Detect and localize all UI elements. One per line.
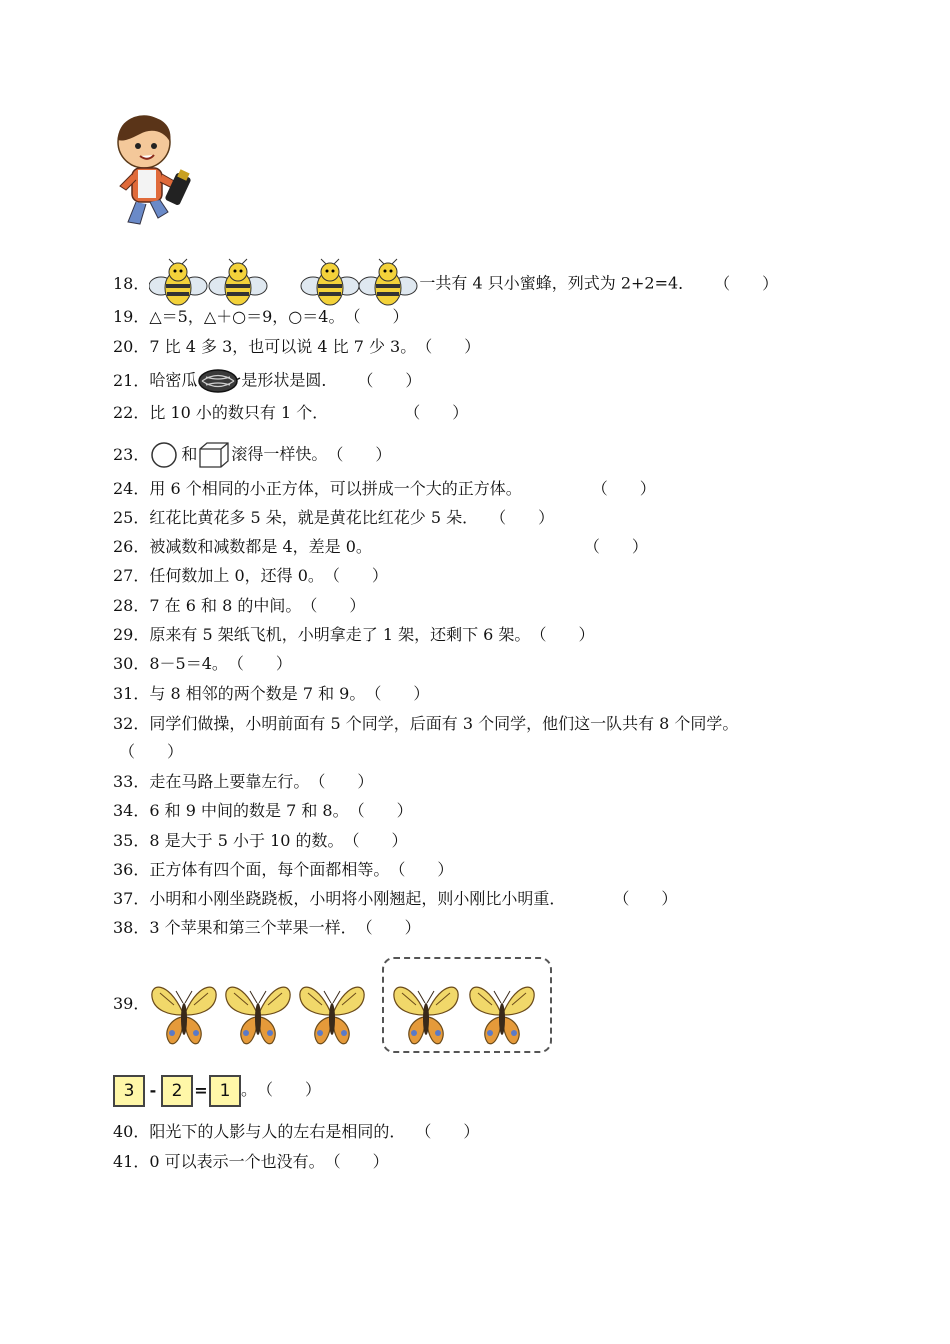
question-number: 31． bbox=[113, 684, 150, 703]
question-number: 36． bbox=[113, 860, 150, 879]
question-32-blank-line bbox=[119, 742, 183, 762]
question-26 bbox=[113, 537, 648, 557]
question-text: 被减数和减数都是 4，差是 0。 bbox=[149, 537, 372, 556]
question-25 bbox=[113, 508, 554, 528]
answer-blank[interactable]: （ ） bbox=[416, 337, 481, 356]
question-number: 18． bbox=[113, 273, 150, 293]
question-34 bbox=[113, 801, 413, 821]
answer-blank[interactable]: （ ） bbox=[365, 684, 430, 703]
answer-blank[interactable]: （ ） bbox=[490, 508, 555, 527]
question-19 bbox=[113, 307, 408, 327]
bee-icon bbox=[359, 259, 417, 305]
question-27 bbox=[113, 566, 388, 586]
question-text: 3 个苹果和第三个苹果一样． bbox=[149, 918, 357, 937]
sphere-icon bbox=[149, 441, 181, 469]
question-text: 7 在 6 和 8 的中间。 bbox=[149, 596, 302, 615]
question-41 bbox=[113, 1152, 389, 1172]
question-number: 24． bbox=[113, 479, 150, 498]
butterfly-icon bbox=[300, 987, 364, 1044]
answer-blank[interactable]: （ ） bbox=[257, 1080, 322, 1099]
question-text: 6 和 9 中间的数是 7 和 8。 bbox=[149, 801, 349, 820]
cube-icon bbox=[197, 440, 231, 470]
question-number: 26． bbox=[113, 537, 150, 556]
answer-blank[interactable]: （ ） bbox=[309, 772, 374, 791]
question-35 bbox=[113, 831, 408, 851]
question-text: 原来有 5 架纸飞机，小明拿走了 1 架，还剩下 6 架。 bbox=[149, 625, 531, 644]
question-number: 40． bbox=[113, 1122, 150, 1141]
question-22 bbox=[113, 403, 468, 423]
question-text: 一共有 4 只小蜜蜂，列式为 2+2=4． bbox=[419, 273, 695, 293]
butterfly-icon bbox=[470, 987, 534, 1044]
answer-blank[interactable]: （ ） bbox=[613, 889, 678, 908]
question-number: 38． bbox=[113, 918, 150, 937]
question-36 bbox=[113, 860, 453, 880]
question-28 bbox=[113, 596, 365, 616]
question-text: 同学们做操，小明前面有 5 个同学，后面有 3 个同学，他们这一队共有 8 个同学。 bbox=[149, 714, 739, 733]
question-33 bbox=[113, 772, 373, 792]
question-text: 任何数加上 0，还得 0。 bbox=[149, 566, 324, 585]
question-21 bbox=[113, 368, 421, 394]
question-text: 与 8 相邻的两个数是 7 和 9。 bbox=[149, 684, 366, 703]
question-39 bbox=[113, 994, 149, 1014]
question-text: 用 6 个相同的小正方体，可以拼成一个大的正方体。 bbox=[149, 479, 522, 498]
question-number: 33． bbox=[113, 772, 150, 791]
bee-icon bbox=[301, 259, 359, 305]
bee-icon bbox=[149, 259, 207, 305]
question-number: 30． bbox=[113, 654, 150, 673]
answer-blank[interactable]: （ ） bbox=[583, 537, 648, 556]
question-number: 28． bbox=[113, 596, 150, 615]
answer-blank[interactable]: （ ） bbox=[404, 403, 469, 422]
question-number: 32． bbox=[113, 714, 150, 733]
answer-blank[interactable]: （ ） bbox=[343, 831, 408, 850]
question-number: 23． bbox=[113, 444, 150, 464]
question-number: 25． bbox=[113, 508, 150, 527]
equation-tail: 。 bbox=[241, 1080, 258, 1099]
answer-blank[interactable]: （ ） bbox=[324, 1152, 389, 1171]
question-text: 8 是大于 5 小于 10 的数。 bbox=[149, 831, 344, 850]
equals-sign: = bbox=[194, 1080, 208, 1100]
bee-icon bbox=[209, 259, 267, 305]
question-number: 22． bbox=[113, 403, 150, 422]
answer-blank[interactable]: （ ） bbox=[227, 654, 292, 673]
question-37 bbox=[113, 889, 677, 909]
answer-blank[interactable]: （ ） bbox=[591, 479, 656, 498]
melon-icon bbox=[197, 368, 241, 394]
question-number: 34． bbox=[113, 801, 150, 820]
question-number: 20． bbox=[113, 337, 150, 356]
question-text: 比 10 小的数只有 1 个． bbox=[149, 403, 329, 422]
answer-blank[interactable]: （ ） bbox=[389, 860, 454, 879]
question-number: 39． bbox=[113, 994, 150, 1013]
answer-blank[interactable]: （ ） bbox=[344, 307, 409, 326]
butterfly-icon bbox=[394, 987, 458, 1044]
question-29 bbox=[113, 625, 594, 645]
answer-blank[interactable]: （ ） bbox=[357, 370, 422, 390]
question-number: 37． bbox=[113, 889, 150, 908]
equation-box-difference: 1 bbox=[209, 1075, 241, 1107]
question-number: 41． bbox=[113, 1152, 150, 1171]
question-text: 正方体有四个面，每个面都相等。 bbox=[149, 860, 390, 879]
answer-blank[interactable]: （ ） bbox=[356, 918, 421, 937]
question-text: 是形状是圆． bbox=[241, 370, 338, 390]
question-text: 红花比黄花多 5 朵，就是黄花比红花少 5 朵． bbox=[149, 508, 479, 527]
question-31 bbox=[113, 684, 429, 704]
question-number: 29． bbox=[113, 625, 150, 644]
answer-blank[interactable]: （ ） bbox=[415, 1122, 480, 1141]
bee-group-image bbox=[149, 258, 419, 310]
question-text: △＝5，△＋○＝9，○＝4。 bbox=[149, 307, 345, 326]
question-18 bbox=[113, 258, 778, 310]
answer-blank[interactable]: （ ） bbox=[327, 444, 392, 464]
equation-box-minuend: 3 bbox=[113, 1075, 145, 1107]
answer-blank[interactable]: （ ） bbox=[530, 625, 595, 644]
question-40 bbox=[113, 1122, 479, 1142]
question-text: 7 比 4 多 3，也可以说 4 比 7 少 3。 bbox=[149, 337, 417, 356]
question-number: 27． bbox=[113, 566, 150, 585]
question-39-equation bbox=[113, 1074, 321, 1107]
question-30 bbox=[113, 654, 292, 674]
butterfly-icon bbox=[226, 987, 290, 1044]
minus-sign: - bbox=[149, 1080, 157, 1100]
question-24 bbox=[113, 479, 656, 499]
butterfly-icon bbox=[152, 987, 216, 1044]
equation-box-subtrahend: 2 bbox=[161, 1075, 193, 1107]
butterfly-group-image bbox=[148, 955, 558, 1055]
question-text: 0 可以表示一个也没有。 bbox=[149, 1152, 325, 1171]
question-text-mid: 和 bbox=[181, 444, 198, 464]
question-number: 19． bbox=[113, 307, 150, 326]
question-text: 滚得一样快。 bbox=[231, 444, 328, 464]
answer-blank[interactable]: （ ） bbox=[348, 801, 413, 820]
question-text: 小明和小刚坐跷跷板，小明将小刚翘起，则小刚比小明重． bbox=[149, 889, 566, 908]
answer-blank[interactable]: （ ） bbox=[323, 566, 388, 585]
answer-blank[interactable]: （ ） bbox=[714, 273, 779, 293]
question-20 bbox=[113, 337, 480, 357]
question-23 bbox=[113, 440, 391, 470]
question-number: 21． bbox=[113, 370, 150, 390]
question-text: 走在马路上要靠左行。 bbox=[149, 772, 310, 791]
question-text-prefix: 哈密瓜 bbox=[149, 370, 198, 390]
boy-illustration bbox=[110, 112, 206, 230]
answer-blank[interactable]: （ ） bbox=[301, 596, 366, 615]
question-38 bbox=[113, 918, 421, 938]
question-text: 阳光下的人影与人的左右是相同的． bbox=[149, 1122, 406, 1141]
question-number: 35． bbox=[113, 831, 150, 850]
question-32 bbox=[113, 714, 738, 734]
question-text: 8－5＝4。 bbox=[149, 654, 228, 673]
answer-blank[interactable]: （ ） bbox=[119, 742, 184, 761]
